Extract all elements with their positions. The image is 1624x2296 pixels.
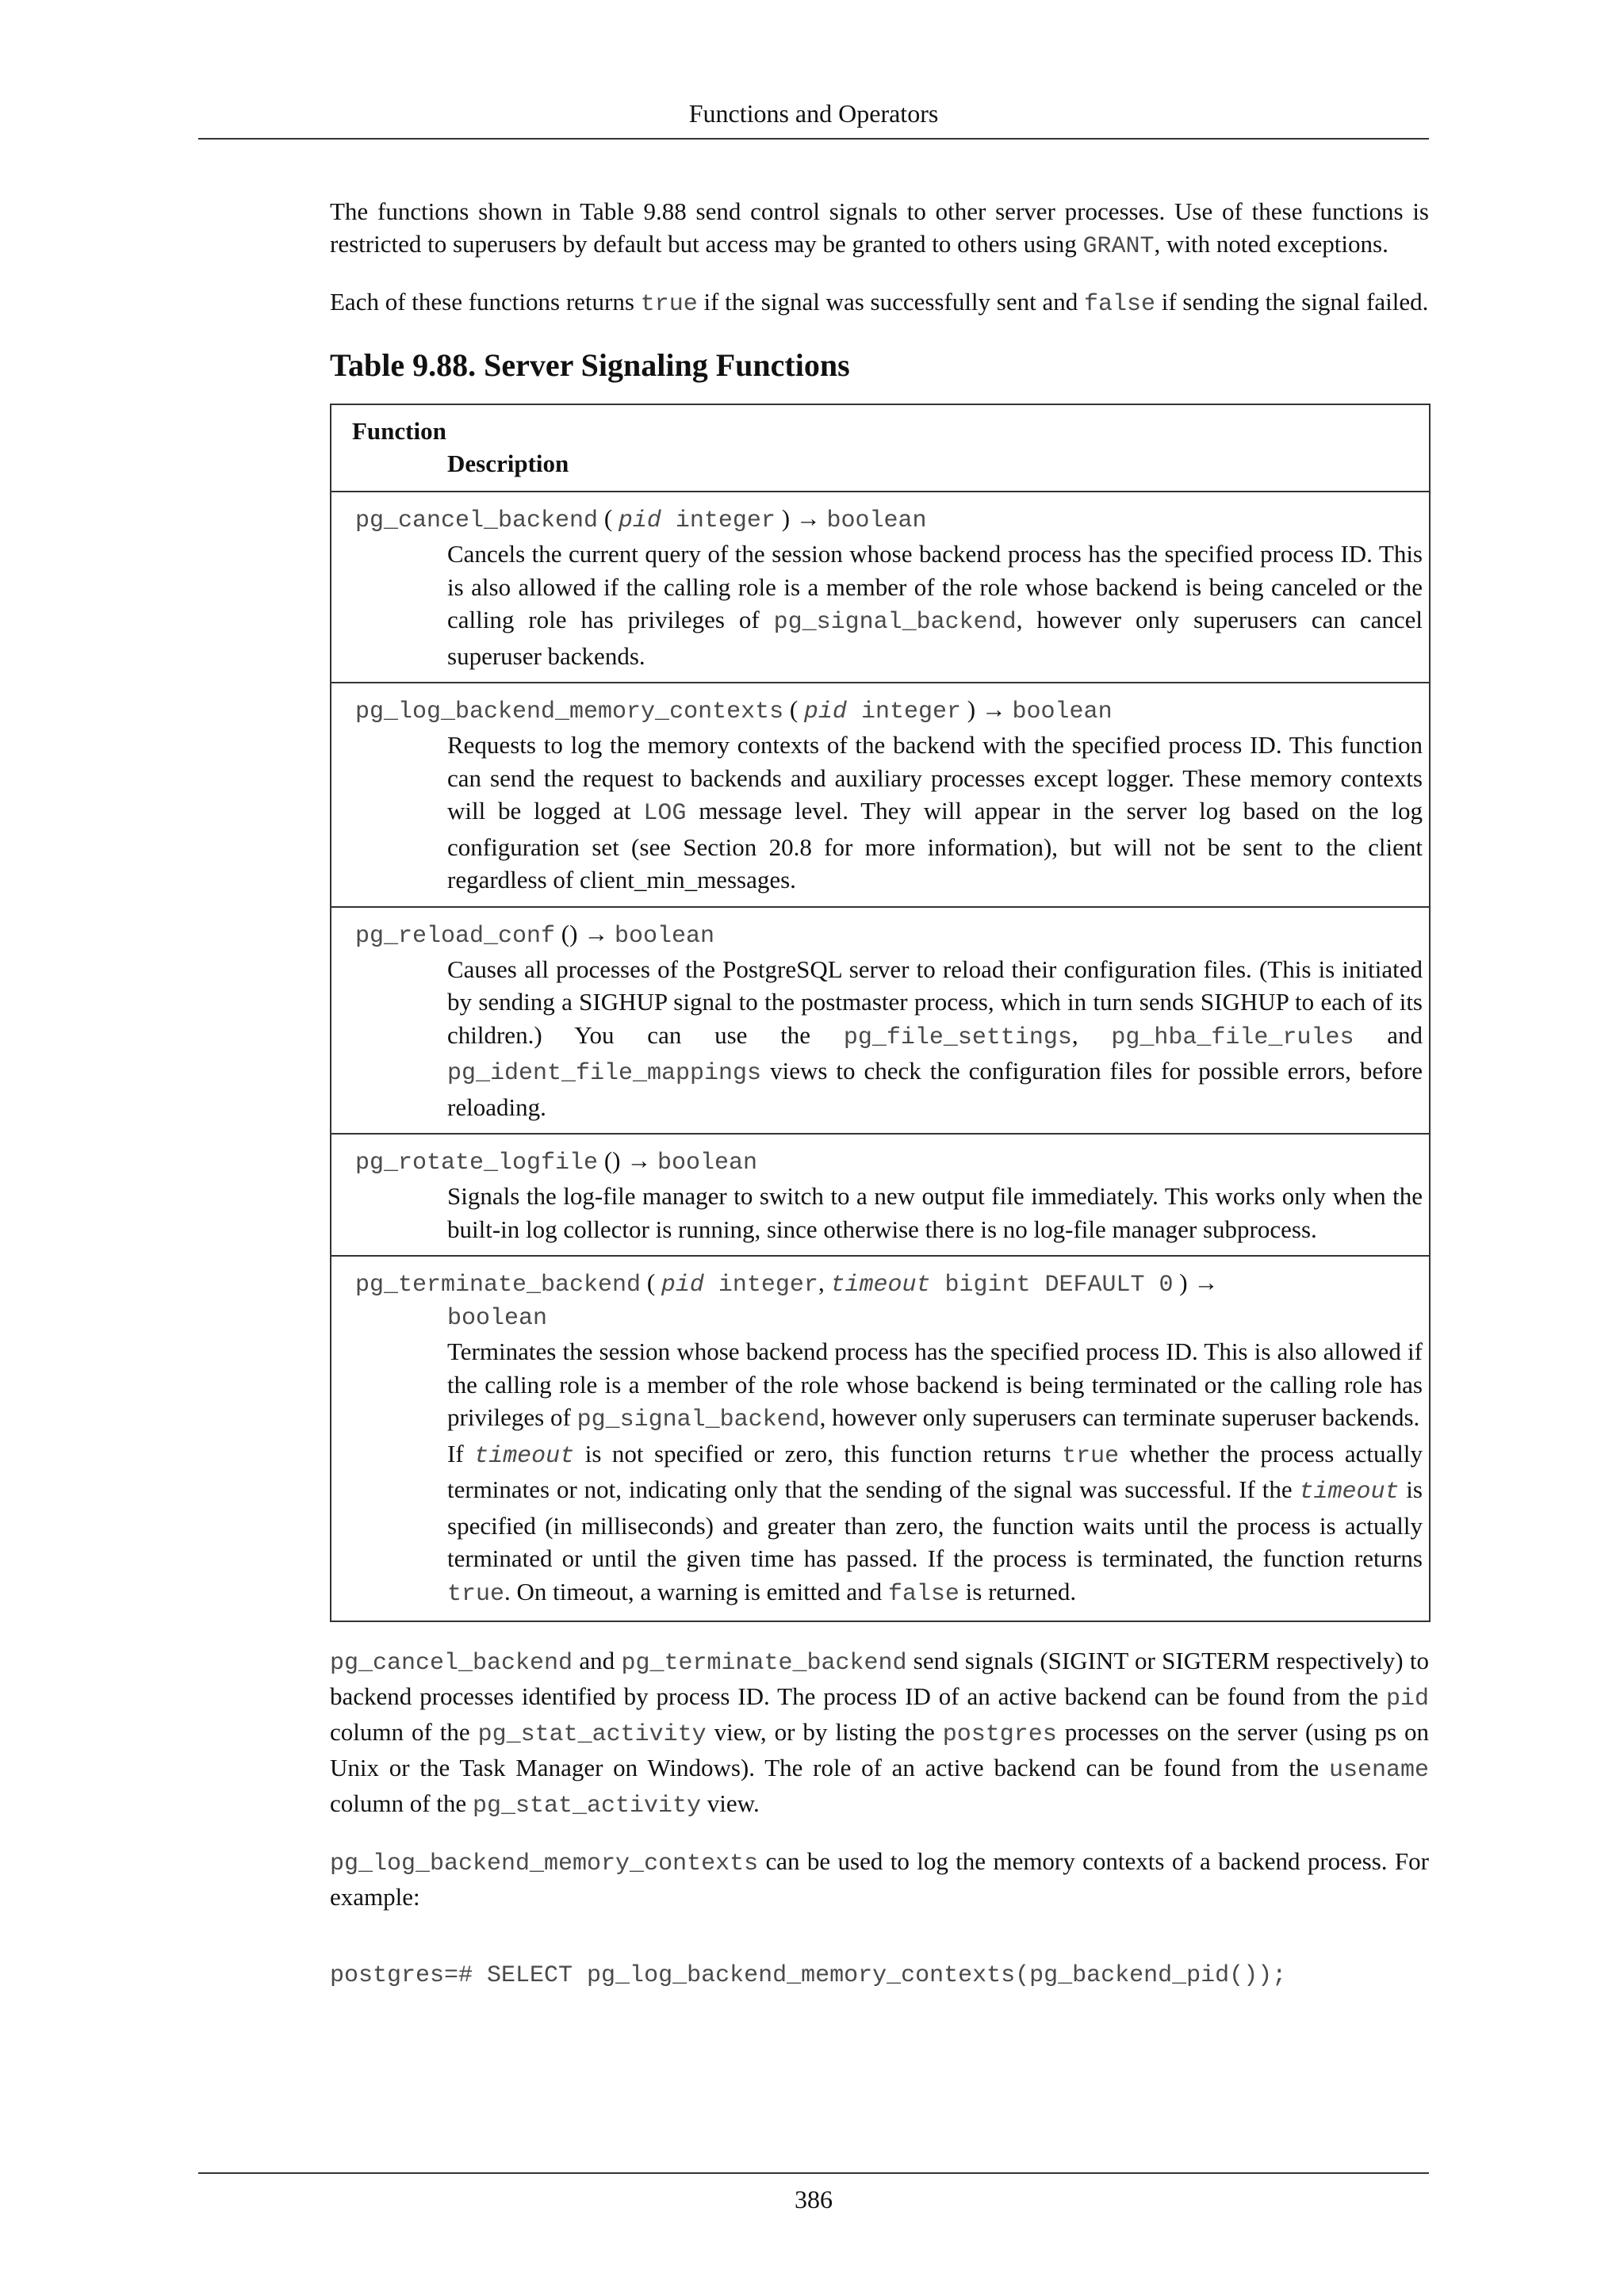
table-row-pg-rotate-logfile	[331, 1135, 1429, 1257]
function-description: Causes all processes of the PostgreSQL server to reload their configuration files. (This is initiated by sending a SIGHUP signal to the postmaster process, which in turn sends SIGHUP to each of its children.) You can use the pg_file_settings, pg_hba_file_rules and pg_ident_file_mappings views to check the configuration files for possible errors, before reloading.	[447, 955, 1423, 1121]
function-name: pg_terminate_backend	[355, 1272, 642, 1299]
return-type: boolean	[1012, 698, 1113, 725]
after-paragraph-2: pg_log_backend_memory_contexts can be used to log the memory contexts of a backend process. For example:	[330, 1847, 1429, 1911]
server-signaling-functions-table	[330, 404, 1431, 1622]
code-false: false	[1083, 291, 1155, 318]
function-description: Requests to log the memory contexts of the backend with the specified process ID. This function can send the request to backends and auxiliary processes except logger. These memory contexts will be logged at LOG message level. They will appear in the server log based on the log configuration set (see Section 20.8 for more information), but will not be sent to the client regardless of client_min_messages.	[447, 731, 1423, 894]
intro-paragraph-1: The functions shown in Table 9.88 send control signals to other server processes. Use of these functions is restricted to superusers by default but access may be granted to others using GRANT, with noted exceptions.	[330, 197, 1429, 260]
table-header	[331, 405, 1429, 492]
table-row-pg-log-backend-memory-contexts	[331, 683, 1429, 908]
return-type: boolean	[447, 1305, 548, 1332]
function-signature: pg_rotate_logfile () → boolean	[355, 1146, 757, 1177]
table-row-pg-terminate-backend	[331, 1257, 1429, 1621]
after-paragraph-1: pg_cancel_backend and pg_terminate_backend send signals (SIGINT or SIGTERM respectively) to backend processes identified by process ID. The process ID of an active backend can be found from the pid column of the pg_stat_activity view, or by listing the postgres processes on the server (using ps on Unix or the Task Manager on Windows). The role of an active backend can be found from the usename column of the pg_stat_activity view.	[330, 1647, 1429, 1820]
function-signature: pg_log_backend_memory_contexts ( pid integer ) → boolean	[355, 695, 1113, 725]
return-type: boolean	[614, 922, 714, 950]
page-content	[330, 195, 1429, 1989]
code-example: postgres=# SELECT pg_log_backend_memory_contexts(pg_backend_pid());	[330, 1962, 1287, 1989]
function-name: pg_log_backend_memory_contexts	[355, 698, 784, 725]
code-true: true	[640, 291, 698, 318]
function-name: pg_rotate_logfile	[355, 1150, 599, 1177]
function-name: pg_reload_conf	[355, 922, 556, 950]
function-description-timeout: If timeout is not specified or zero, this function returns true whether the process actually terminates or not, indicating only that the sending of the signal was successful. If the timeout is specified (in milliseconds) and greater than zero, the function waits until the process is actually terminated or until the given time has passed. If the process is terminated, the function returns true. On timeout, a warning is emitted and false is returned.	[447, 1439, 1423, 1608]
function-description: Terminates the session whose backend process has the specified process ID. This is also allowed if the calling role is a member of the role whose backend is being terminated or the calling role has privileges of pg_signal_backend, however only superusers can terminate superuser backends.	[447, 1337, 1423, 1433]
header-function: Function	[352, 417, 446, 445]
table-row-pg-reload-conf	[331, 908, 1429, 1135]
function-description: Signals the log-file manager to switch to a new output file immediately. This works only when the built-in log collector is running, since otherwise there is no log-file manager subprocess.	[447, 1182, 1423, 1243]
return-type: boolean	[826, 507, 927, 534]
intro-paragraph-2: Each of these functions returns true if the signal was successfully sent and false if sending the signal failed.	[330, 288, 1429, 318]
function-signature: pg_terminate_backend ( pid integer, timeout bigint DEFAULT 0 ) → boolean	[355, 1266, 1423, 1335]
header-description: Description	[447, 450, 569, 477]
function-description: Cancels the current query of the session whose backend process has the specified process ID. This is also allowed if the calling role is a member of the role whose backend is being canceled or the calling role has privileges of pg_signal_backend, however only superusers can cancel superuser backends.	[447, 540, 1423, 670]
table-title: Table 9.88. Server Signaling Functions	[330, 347, 850, 383]
function-signature: pg_reload_conf () → boolean	[355, 919, 714, 950]
return-type: boolean	[657, 1150, 757, 1177]
table-row-pg-cancel-backend	[331, 492, 1429, 683]
running-header: Functions and Operators	[198, 94, 1429, 140]
function-signature: pg_cancel_backend ( pid integer ) → boolean	[355, 504, 927, 534]
page-number: 386	[198, 2172, 1429, 2214]
code-grant: GRANT	[1082, 233, 1155, 260]
function-name: pg_cancel_backend	[355, 507, 599, 534]
